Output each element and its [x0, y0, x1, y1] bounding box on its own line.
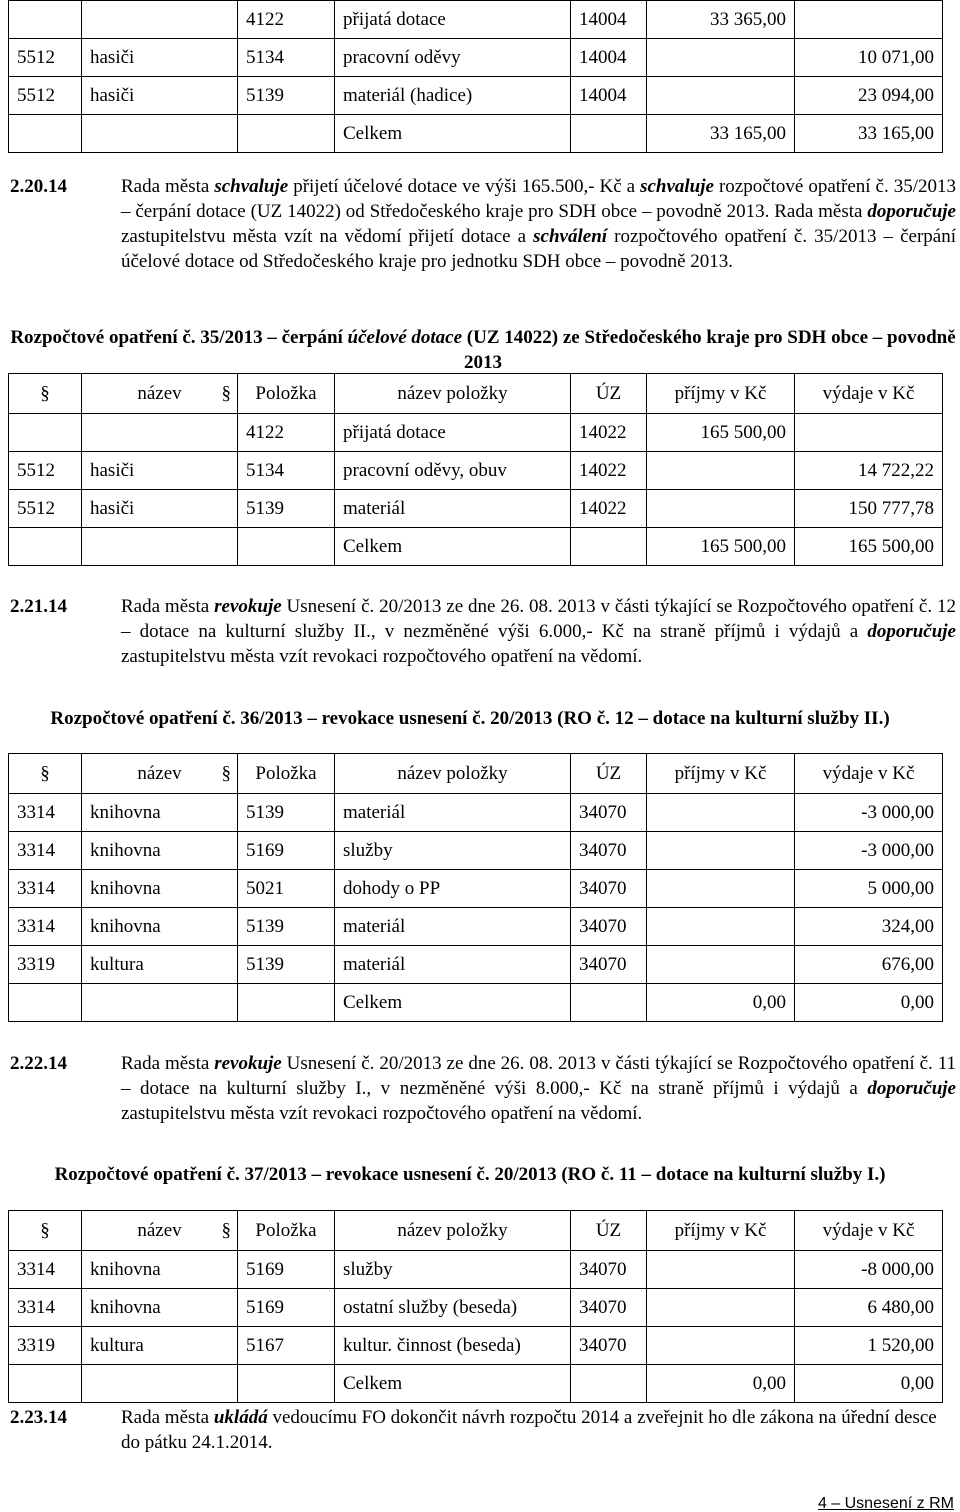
table-row	[9, 1327, 943, 1365]
cell-section-code: 3314	[9, 1289, 82, 1327]
cell-item-code	[238, 984, 335, 1022]
cell-item-name: ostatní služby (beseda)	[335, 1289, 571, 1327]
header-cell: Položka	[238, 1211, 335, 1251]
header-cell: příjmy v Kč	[647, 1211, 795, 1251]
cell-expense: 10 071,00	[795, 39, 943, 77]
cell-uz-code: 34070	[571, 1251, 647, 1289]
header-cell: ÚZ	[571, 1211, 647, 1251]
cell-income	[647, 452, 795, 490]
cell-section-name: knihovna	[82, 1251, 238, 1289]
cell-uz-code: 34070	[571, 1327, 647, 1365]
cell-item-code	[238, 528, 335, 566]
cell-item-code: 5139	[238, 490, 335, 528]
table-row	[9, 908, 943, 946]
cell-section-code: 3319	[9, 1327, 82, 1365]
cell-expense: -3 000,00	[795, 794, 943, 832]
cell-item-name: služby	[335, 1251, 571, 1289]
cell-item-code: 5139	[238, 908, 335, 946]
cell-income	[647, 77, 795, 115]
cell-income: 33 165,00	[647, 115, 795, 153]
cell-expense: 676,00	[795, 946, 943, 984]
resolution-number: 2.23.14	[10, 1407, 67, 1428]
cell-uz-code: 34070	[571, 794, 647, 832]
cell-income	[647, 794, 795, 832]
header-row	[9, 1211, 943, 1251]
cell-uz-code: 14004	[571, 1, 647, 39]
cell-section-name	[82, 1365, 238, 1403]
cell-uz-code	[571, 984, 647, 1022]
resolution-2-22-14	[10, 1051, 956, 1126]
cell-section-code: 3314	[9, 832, 82, 870]
cell-section-code	[9, 528, 82, 566]
cell-uz-code: 14004	[571, 77, 647, 115]
cell-section-code	[9, 1, 82, 39]
table-row	[9, 490, 943, 528]
cell-section-code: 5512	[9, 452, 82, 490]
cell-item-name: materiál	[335, 908, 571, 946]
cell-item-name: materiál	[335, 946, 571, 984]
cell-expense: 0,00	[795, 1365, 943, 1403]
resolution-text: Rada města revokuje Usnesení č. 20/2013 ze dne 26. 08. 2013 v části týkající se Rozpočtového opatření č. 12 – dotace na kulturní služby II., v nezměněné výši 6.000,- Kč na straně příjmů i výdajů a doporučuje zastupitelstvu města vzít revokaci rozpočtového opatření na vědomí.	[121, 596, 956, 667]
cell-item-name: Celkem	[335, 1365, 571, 1403]
budget-measure-37-title: Rozpočtové opatření č. 37/2013 – revokace usnesení č. 20/2013 (RO č. 11 – dotace na kulturní služby I.)	[54, 1164, 886, 1185]
cell-item-code: 5169	[238, 1289, 335, 1327]
cell-income: 33 365,00	[647, 1, 795, 39]
cell-item-code: 4122	[238, 1, 335, 39]
cell-section-code: 5512	[9, 39, 82, 77]
page-footer: 4 – Usnesení z RM	[817, 1495, 954, 1512]
table-row	[9, 115, 943, 153]
cell-income: 0,00	[647, 1365, 795, 1403]
cell-uz-code: 14022	[571, 414, 647, 452]
cell-item-name: dohody o PP	[335, 870, 571, 908]
cell-item-name: kultur. činnost (beseda)	[335, 1327, 571, 1365]
cell-expense: 14 722,22	[795, 452, 943, 490]
header-row	[9, 754, 943, 794]
cell-uz-code	[571, 528, 647, 566]
table-row	[9, 414, 943, 452]
cell-expense: 324,00	[795, 908, 943, 946]
cell-uz-code: 14022	[571, 490, 647, 528]
cell-item-name: Celkem	[335, 528, 571, 566]
resolution-2-23-14	[10, 1405, 956, 1455]
cell-section-name	[82, 984, 238, 1022]
cell-income	[647, 1251, 795, 1289]
cell-uz-code	[571, 1365, 647, 1403]
cell-section-code	[9, 984, 82, 1022]
cell-item-name: Celkem	[335, 115, 571, 153]
cell-section-name: hasiči	[82, 490, 238, 528]
cell-item-code: 5134	[238, 452, 335, 490]
cell-income	[647, 908, 795, 946]
cell-section-code: 5512	[9, 77, 82, 115]
cell-item-name: pracovní oděvy, obuv	[335, 452, 571, 490]
resolution-2-21-14	[10, 594, 956, 669]
header-cell: výdaje v Kč	[795, 374, 943, 414]
cell-income	[647, 1327, 795, 1365]
cell-section-code: 3314	[9, 1251, 82, 1289]
cell-section-code: 3314	[9, 870, 82, 908]
cell-section-code: 3319	[9, 946, 82, 984]
table-row	[9, 452, 943, 490]
header-cell: Položka	[238, 374, 335, 414]
cell-uz-code: 14004	[571, 39, 647, 77]
cell-expense: -8 000,00	[795, 1251, 943, 1289]
cell-expense: 0,00	[795, 984, 943, 1022]
budget-measure-36-title: Rozpočtové opatření č. 36/2013 – revokace usnesení č. 20/2013 (RO č. 12 – dotace na kulturní služby II.)	[50, 708, 890, 729]
table-row	[9, 1365, 943, 1403]
resolution-text: Rada města revokuje Usnesení č. 20/2013 ze dne 26. 08. 2013 v části týkající se Rozpočtového opatření č. 11 – dotace na kulturní služby I., v nezměněné výši 8.000,- Kč na straně příjmů i výdajů a doporučuje zastupitelstvu města vzít revokaci rozpočtového opatření na vědomí.	[121, 1053, 956, 1124]
header-cell: §	[9, 374, 82, 414]
cell-expense: 5 000,00	[795, 870, 943, 908]
cell-income	[647, 946, 795, 984]
table-row	[9, 77, 943, 115]
resolution-number: 2.21.14	[10, 596, 67, 617]
cell-income	[647, 832, 795, 870]
resolution-text: Rada města ukládá vedoucímu FO dokončit návrh rozpočtu 2014 a zveřejnit ho dle zákona na úřední desce do pátku 24.1.2014.	[121, 1407, 937, 1453]
cell-section-name: hasiči	[82, 39, 238, 77]
cell-expense: -3 000,00	[795, 832, 943, 870]
cell-income	[647, 490, 795, 528]
cell-section-name: knihovna	[82, 832, 238, 870]
table-row	[9, 39, 943, 77]
cell-expense: 165 500,00	[795, 528, 943, 566]
cell-section-name	[82, 115, 238, 153]
cell-expense: 33 165,00	[795, 115, 943, 153]
cell-section-name: knihovna	[82, 870, 238, 908]
cell-section-code	[9, 1365, 82, 1403]
cell-section-name: kultura	[82, 1327, 238, 1365]
header-cell: výdaje v Kč	[795, 1211, 943, 1251]
cell-section-name: knihovna	[82, 794, 238, 832]
budget-table-ro37	[8, 1210, 943, 1403]
cell-item-name: přijatá dotace	[335, 1, 571, 39]
cell-uz-code: 34070	[571, 1289, 647, 1327]
header-cell: ÚZ	[571, 374, 647, 414]
header-cell: Položka	[238, 754, 335, 794]
cell-item-code: 5139	[238, 77, 335, 115]
cell-uz-code	[571, 115, 647, 153]
table-row	[9, 984, 943, 1022]
cell-item-code: 5167	[238, 1327, 335, 1365]
cell-item-code: 5021	[238, 870, 335, 908]
resolution-number: 2.22.14	[10, 1053, 67, 1074]
cell-income	[647, 39, 795, 77]
header-cell: §	[9, 754, 82, 794]
header-cell: název §	[82, 1211, 238, 1251]
cell-item-name: pracovní oděvy	[335, 39, 571, 77]
cell-income: 165 500,00	[647, 528, 795, 566]
cell-expense	[795, 1, 943, 39]
cell-section-code	[9, 414, 82, 452]
header-cell: výdaje v Kč	[795, 754, 943, 794]
cell-item-code: 5169	[238, 1251, 335, 1289]
cell-section-code: 5512	[9, 490, 82, 528]
cell-income	[647, 1289, 795, 1327]
cell-uz-code: 14022	[571, 452, 647, 490]
cell-section-name: knihovna	[82, 1289, 238, 1327]
table-row	[9, 946, 943, 984]
table-row	[9, 832, 943, 870]
header-row	[9, 374, 943, 414]
cell-expense	[795, 414, 943, 452]
header-cell: ÚZ	[571, 754, 647, 794]
cell-uz-code: 34070	[571, 832, 647, 870]
table-row	[9, 1, 943, 39]
table-body	[9, 754, 943, 1022]
cell-section-name: knihovna	[82, 908, 238, 946]
cell-expense: 1 520,00	[795, 1327, 943, 1365]
cell-expense: 23 094,00	[795, 77, 943, 115]
cell-item-name: služby	[335, 832, 571, 870]
cell-income	[647, 870, 795, 908]
cell-section-name	[82, 414, 238, 452]
table-row	[9, 870, 943, 908]
cell-item-code: 5139	[238, 946, 335, 984]
cell-item-code: 5134	[238, 39, 335, 77]
cell-section-name	[82, 528, 238, 566]
cell-section-name: hasiči	[82, 452, 238, 490]
resolution-2-20-14	[10, 174, 956, 274]
header-cell: název položky	[335, 374, 571, 414]
header-cell: název §	[82, 374, 238, 414]
cell-item-name: materiál (hadice)	[335, 77, 571, 115]
header-cell: název položky	[335, 754, 571, 794]
header-cell: §	[9, 1211, 82, 1251]
cell-section-name: kultura	[82, 946, 238, 984]
cell-expense: 6 480,00	[795, 1289, 943, 1327]
cell-item-code: 5139	[238, 794, 335, 832]
cell-section-name	[82, 1, 238, 39]
cell-item-code	[238, 1365, 335, 1403]
cell-item-name: materiál	[335, 794, 571, 832]
cell-section-code: 3314	[9, 908, 82, 946]
cell-item-name: přijatá dotace	[335, 414, 571, 452]
header-cell: název §	[82, 754, 238, 794]
table-row	[9, 528, 943, 566]
resolution-number: 2.20.14	[10, 176, 67, 197]
cell-uz-code: 34070	[571, 946, 647, 984]
cell-item-code: 4122	[238, 414, 335, 452]
cell-income: 165 500,00	[647, 414, 795, 452]
cell-expense: 150 777,78	[795, 490, 943, 528]
table-row	[9, 1251, 943, 1289]
table-body	[9, 1211, 943, 1403]
table-row	[9, 794, 943, 832]
resolution-text: Rada města schvaluje přijetí účelové dotace ve výši 165.500,- Kč a schvaluje rozpočtové opatření č. 35/2013 – čerpání dotace (UZ 14022) od Středočeského kraje pro SDH obce – povodně 2013. Rada města doporučuje zastupitelstvu města vzít na vědomí přijetí dotace a schválení rozpočtového opatření č. 35/2013 – čerpání účelové dotace od Středočeského kraje pro jednotku SDH obce – povodně 2013.	[121, 176, 956, 272]
header-cell: příjmy v Kč	[647, 374, 795, 414]
cell-uz-code: 34070	[571, 908, 647, 946]
table-row	[9, 1289, 943, 1327]
budget-table-ro35	[8, 373, 943, 566]
budget-table-ro34-continued	[8, 0, 943, 153]
cell-uz-code: 34070	[571, 870, 647, 908]
budget-table-ro36	[8, 753, 943, 1022]
cell-item-name: materiál	[335, 490, 571, 528]
cell-item-code: 5169	[238, 832, 335, 870]
table-body	[9, 1, 943, 153]
cell-section-name: hasiči	[82, 77, 238, 115]
table-body	[9, 374, 943, 566]
cell-income: 0,00	[647, 984, 795, 1022]
cell-section-code	[9, 115, 82, 153]
cell-section-code: 3314	[9, 794, 82, 832]
cell-item-code	[238, 115, 335, 153]
header-cell: název položky	[335, 1211, 571, 1251]
cell-item-name: Celkem	[335, 984, 571, 1022]
header-cell: příjmy v Kč	[647, 754, 795, 794]
budget-measure-35-title: Rozpočtové opatření č. 35/2013 – čerpání účelové dotace (UZ 14022) ze Středočeského kraje pro SDH obce – povodně 2013	[10, 327, 956, 373]
